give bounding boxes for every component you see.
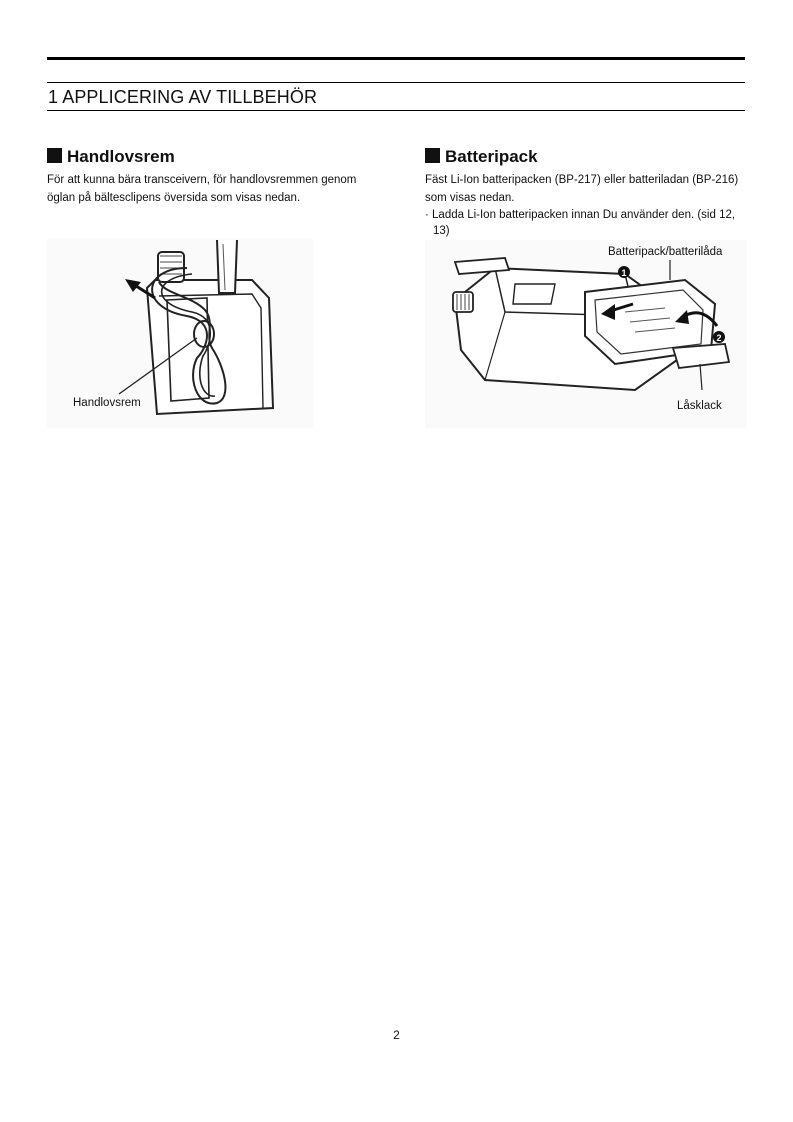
battery-pack-text: Fäst Li-Ion batteripacken (BP-217) eller batteriladan (BP-216) som visas nedan. [425, 174, 739, 204]
wrist-strap-illustration [47, 238, 313, 428]
section-title: 1 APPLICERING AV TILLBEHÖR [48, 87, 318, 107]
battery-pack-heading [425, 146, 747, 168]
top-rule [47, 57, 745, 60]
square-bullet-icon [425, 148, 440, 163]
wrist-strap-section [47, 146, 377, 207]
step-2-marker: 2 [716, 333, 722, 343]
battery-charge-note: · Ladda Li-Ion batteripacken innan Du använder den. (sid 12, 13) [425, 209, 736, 237]
wrist-strap-figure-label: Handlovsrem [73, 397, 141, 409]
wrist-strap-heading-text: Handlovsrem [67, 147, 175, 166]
battery-pack-heading-text: Batteripack [445, 147, 538, 166]
latch-figure-label: Låsklack [677, 400, 722, 412]
section-header [47, 82, 745, 111]
battery-pack-section [425, 146, 747, 239]
wrist-strap-text: För att kunna bära transceivern, för handlovsremmen genom öglan på bältesclipens översida som visas nedan. [47, 174, 357, 204]
battery-pack-illustration [425, 240, 747, 428]
step-1-marker: 1 [621, 268, 627, 278]
wrist-strap-heading [47, 146, 377, 168]
radio-strap-drawing [47, 238, 313, 428]
square-bullet-icon [47, 148, 62, 163]
battery-attach-drawing [425, 240, 747, 428]
battery-figure-label: Batteripack/batterilåda [608, 246, 723, 258]
page-number: 2 [393, 1028, 400, 1042]
